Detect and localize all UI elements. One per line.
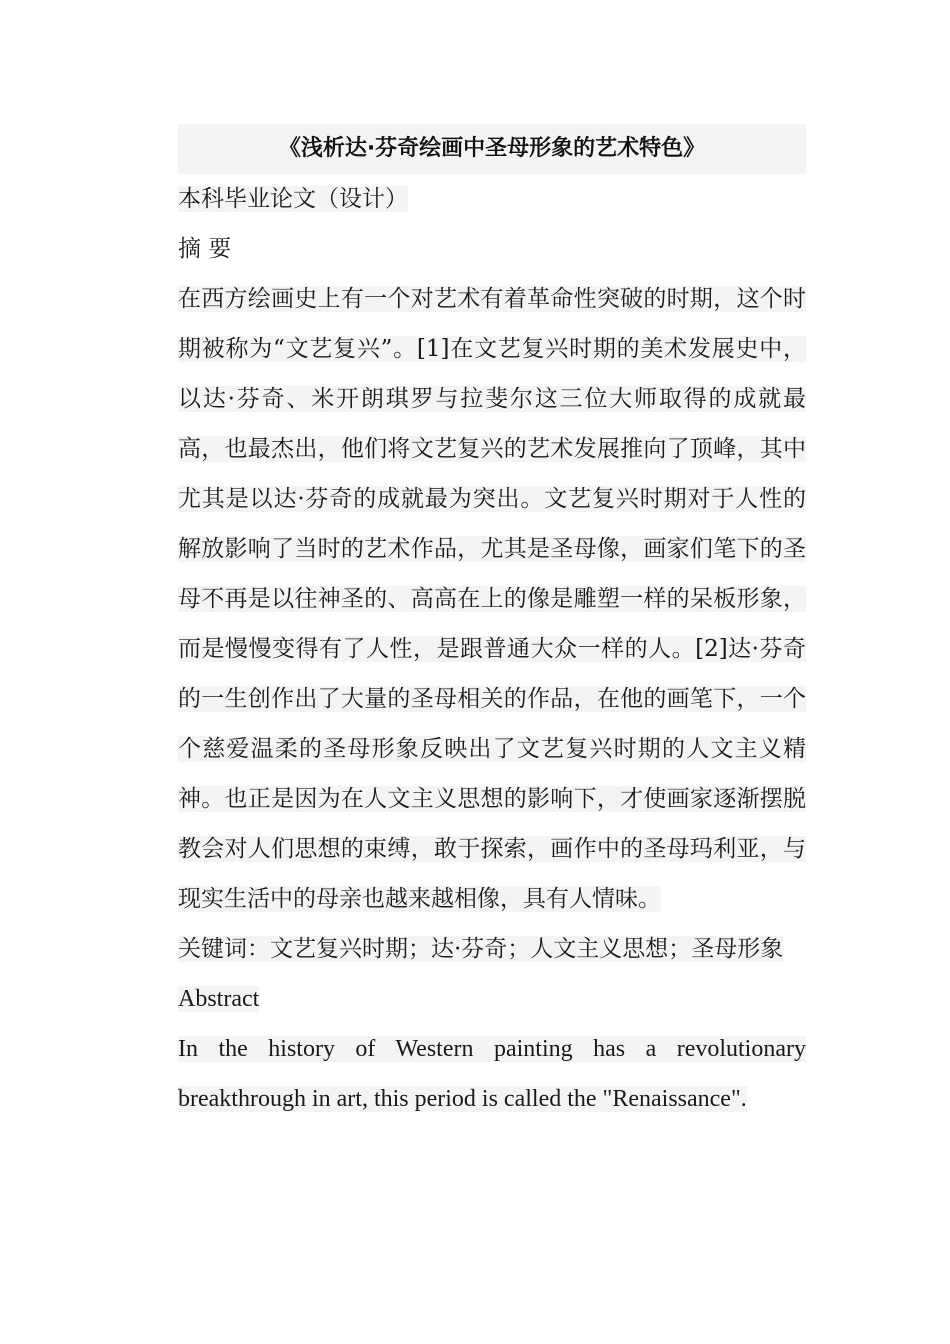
english-abstract-paragraph bbox=[178, 1024, 806, 1124]
english-abstract-heading-text: Abstract bbox=[178, 986, 260, 1012]
thesis-type-text: 本科毕业论文（设计） bbox=[178, 186, 408, 212]
abstract-heading: 摘 要 bbox=[178, 236, 232, 262]
document-title: 《浅析达·芬奇绘画中圣母形象的艺术特色》 bbox=[178, 124, 806, 174]
abstract-body-text: 在西方绘画史上有一个对艺术有着革命性突破的时期，这个时期被称为“文艺复兴”。[1]在文艺复兴时期的美术发展史中，以达·芬奇、米开朗琪罗与拉斐尔这三位大师取得的成就最高，也最杰出，他们将文艺复兴的艺术发展推向了顶峰，其中尤其是以达·芬奇的成就最为突出。文艺复兴时期对于人性的解放影响了当时的艺术作品，尤其是圣母像，画家们笔下的圣母不再是以往神圣的、高高在上的像是雕塑一样的呆板形象，而是慢慢变得有了人性，是跟普通大众一样的人。[2]达·芬奇的一生创作出了大量的圣母相关的作品，在他的画笔下，一个个慈爱温柔的圣母形象反映出了文艺复兴时期的人文主义精神。也正是因为在人文主义思想的影响下，才使画家逐渐摆脱教会对人们思想的束缚，敢于探索，画作中的圣母玛利亚，与现实生活中的母亲也越来越相像，具有人情味。 bbox=[178, 286, 806, 912]
abstract-paragraph bbox=[178, 274, 806, 924]
thesis-type-label bbox=[178, 174, 806, 224]
document-page bbox=[178, 124, 806, 1124]
english-abstract-heading bbox=[178, 974, 806, 1024]
keywords-text: 关键词：文艺复兴时期；达·芬奇；人文主义思想；圣母形象 bbox=[178, 936, 784, 962]
english-abstract-body-text: In the history of Western painting has a revolutionary breakthrough in art, this period is called the "Renaissance". bbox=[178, 1036, 806, 1112]
keywords-line bbox=[178, 924, 806, 974]
